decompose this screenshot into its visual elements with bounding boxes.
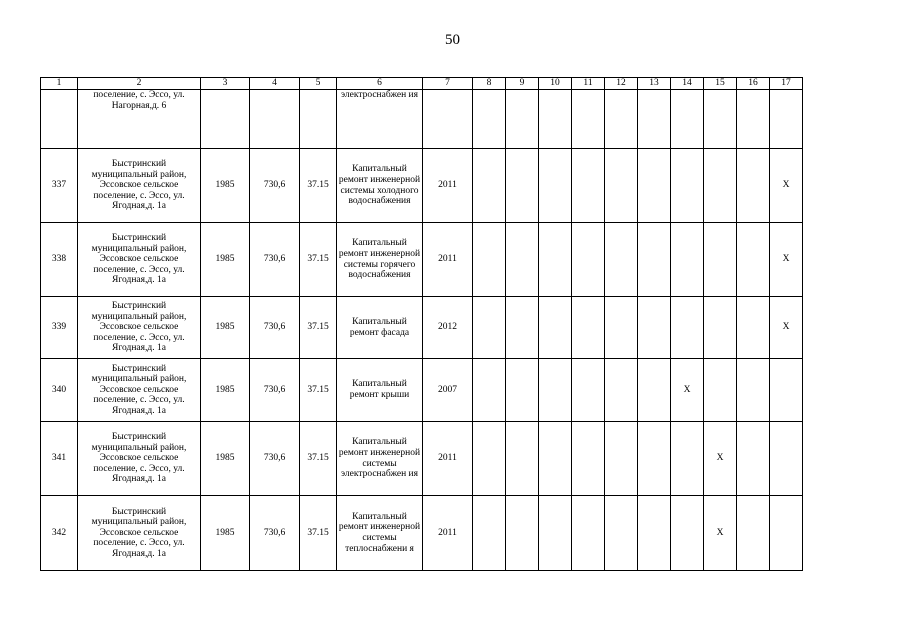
work-type-cell: Капитальный ремонт инженерной системы электроснабжен ия: [337, 422, 423, 496]
work-type-cell: электроснабжен ия: [337, 90, 423, 149]
rate-cell: 37.15: [300, 359, 337, 422]
mark-cell-col-17: [770, 422, 803, 496]
rate-cell: 37.15: [300, 297, 337, 359]
mark-cell-col-10: [539, 496, 572, 571]
mark-cell-col-8: [473, 297, 506, 359]
mark-cell-col-11: [572, 223, 605, 297]
work-type-cell: Капитальный ремонт инженерной системы теплоснабжени я: [337, 496, 423, 571]
cell: [473, 90, 506, 149]
address-cell: Быстринский муниципальный район, Эссовское сельское поселение, с. Эссо, ул. Ягодная,д. 1а: [78, 422, 201, 496]
year-built-cell: 1985: [201, 359, 250, 422]
work-type-cell: Капитальный ремонт крыши: [337, 359, 423, 422]
mark-cell-col-8: [473, 422, 506, 496]
mark-cell-col-9: [506, 297, 539, 359]
header-cell: 2: [78, 78, 201, 90]
year-done-cell: 2007: [423, 359, 473, 422]
header-cell: 9: [506, 78, 539, 90]
row-number-cell: 337: [41, 149, 78, 223]
year-built-cell: 1985: [201, 496, 250, 571]
row-number-cell: 342: [41, 496, 78, 571]
mark-cell-col-14: [671, 496, 704, 571]
mark-cell-col-14: [671, 149, 704, 223]
year-built-cell: 1985: [201, 149, 250, 223]
year-done-cell: 2011: [423, 149, 473, 223]
row-number-cell: [41, 90, 78, 149]
mark-cell-col-12: [605, 149, 638, 223]
header-cell: 4: [250, 78, 300, 90]
mark-cell-col-9: [506, 496, 539, 571]
mark-cell-col-14: [671, 422, 704, 496]
table-row: [41, 297, 803, 359]
mark-cell-col-13: [638, 359, 671, 422]
mark-cell-col-9: [506, 223, 539, 297]
mark-cell-col-11: [572, 496, 605, 571]
cell: [770, 90, 803, 149]
mark-cell-col-12: [605, 297, 638, 359]
mark-cell-col-9: [506, 422, 539, 496]
header-cell: 1: [41, 78, 78, 90]
header-cell: 13: [638, 78, 671, 90]
mark-cell-col-13: [638, 149, 671, 223]
address-cell: Быстринский муниципальный район, Эссовское сельское поселение, с. Эссо, ул. Ягодная,д. 1а: [78, 297, 201, 359]
year-done-cell: 2011: [423, 223, 473, 297]
mark-cell-col-9: [506, 149, 539, 223]
cell: [737, 90, 770, 149]
mark-cell-col-8: [473, 359, 506, 422]
header-cell: 10: [539, 78, 572, 90]
mark-cell-col-15: [704, 297, 737, 359]
mark-cell-col-11: [572, 297, 605, 359]
mark-cell-col-8: [473, 149, 506, 223]
mark-cell-col-12: [605, 496, 638, 571]
header-cell: 17: [770, 78, 803, 90]
rate-cell: 37.15: [300, 496, 337, 571]
header-cell: 16: [737, 78, 770, 90]
header-cell: 14: [671, 78, 704, 90]
work-type-cell: Капитальный ремонт фасада: [337, 297, 423, 359]
page-number: 50: [445, 32, 460, 48]
mark-cell-col-12: [605, 359, 638, 422]
area-cell: 730,6: [250, 422, 300, 496]
area-cell: 730,6: [250, 359, 300, 422]
mark-cell-col-13: [638, 297, 671, 359]
table-row: [41, 422, 803, 496]
row-number-cell: 339: [41, 297, 78, 359]
area-cell: 730,6: [250, 297, 300, 359]
address-cell: Быстринский муниципальный район, Эссовское сельское поселение, с. Эссо, ул. Ягодная,д. 1а: [78, 496, 201, 571]
area-cell: 730,6: [250, 496, 300, 571]
rate-cell: 37.15: [300, 149, 337, 223]
mark-cell-col-15: X: [704, 422, 737, 496]
table-row: [41, 496, 803, 571]
mark-cell-col-17: [770, 496, 803, 571]
cell: [250, 90, 300, 149]
mark-cell-col-14: [671, 223, 704, 297]
address-cell: Быстринский муниципальный район, Эссовское сельское поселение, с. Эссо, ул. Ягодная,д. 1а: [78, 359, 201, 422]
cell: [423, 90, 473, 149]
work-type-cell: Капитальный ремонт инженерной системы холодного водоснабжения: [337, 149, 423, 223]
mark-cell-col-8: [473, 496, 506, 571]
mark-cell-col-16: [737, 496, 770, 571]
cell: [201, 90, 250, 149]
work-type-cell: Капитальный ремонт инженерной системы горячего водоснабжения: [337, 223, 423, 297]
mark-cell-col-15: [704, 149, 737, 223]
year-built-cell: 1985: [201, 422, 250, 496]
cell: [300, 90, 337, 149]
cell: [638, 90, 671, 149]
mark-cell-col-16: [737, 223, 770, 297]
header-cell: 3: [201, 78, 250, 90]
header-cell: 15: [704, 78, 737, 90]
mark-cell-col-17: X: [770, 297, 803, 359]
mark-cell-col-14: [671, 297, 704, 359]
mark-cell-col-11: [572, 359, 605, 422]
cell: [671, 90, 704, 149]
header-cell: 11: [572, 78, 605, 90]
mark-cell-col-10: [539, 297, 572, 359]
mark-cell-col-8: [473, 223, 506, 297]
works-table: [40, 77, 803, 571]
mark-cell-col-14: X: [671, 359, 704, 422]
mark-cell-col-12: [605, 422, 638, 496]
cell: [539, 90, 572, 149]
year-done-cell: 2011: [423, 422, 473, 496]
mark-cell-col-15: [704, 223, 737, 297]
cell: [605, 90, 638, 149]
header-cell: 12: [605, 78, 638, 90]
table-row: [41, 149, 803, 223]
mark-cell-col-10: [539, 422, 572, 496]
rate-cell: 37.15: [300, 223, 337, 297]
year-done-cell: 2011: [423, 496, 473, 571]
mark-cell-col-9: [506, 359, 539, 422]
mark-cell-col-16: [737, 149, 770, 223]
year-done-cell: 2012: [423, 297, 473, 359]
mark-cell-col-10: [539, 359, 572, 422]
area-cell: 730,6: [250, 223, 300, 297]
year-built-cell: 1985: [201, 297, 250, 359]
mark-cell-col-13: [638, 422, 671, 496]
mark-cell-col-17: [770, 359, 803, 422]
row-number-cell: 341: [41, 422, 78, 496]
mark-cell-col-15: [704, 359, 737, 422]
mark-cell-col-17: X: [770, 149, 803, 223]
mark-cell-col-16: [737, 422, 770, 496]
address-cell: Быстринский муниципальный район, Эссовское сельское поселение, с. Эссо, ул. Ягодная,д. 1а: [78, 149, 201, 223]
mark-cell-col-13: [638, 223, 671, 297]
row-number-cell: 338: [41, 223, 78, 297]
header-cell: 7: [423, 78, 473, 90]
header-cell: 6: [337, 78, 423, 90]
area-cell: 730,6: [250, 149, 300, 223]
mark-cell-col-10: [539, 149, 572, 223]
row-number-cell: 340: [41, 359, 78, 422]
table-row: [41, 223, 803, 297]
continuation-row: [41, 90, 803, 149]
address-cell: Быстринский муниципальный район, Эссовское сельское поселение, с. Эссо, ул. Ягодная,д. 1а: [78, 223, 201, 297]
mark-cell-col-11: [572, 422, 605, 496]
header-row: [41, 78, 803, 90]
cell: [506, 90, 539, 149]
header-cell: 5: [300, 78, 337, 90]
cell: [572, 90, 605, 149]
mark-cell-col-12: [605, 223, 638, 297]
mark-cell-col-11: [572, 149, 605, 223]
mark-cell-col-16: [737, 359, 770, 422]
header-cell: 8: [473, 78, 506, 90]
mark-cell-col-10: [539, 223, 572, 297]
table-row: [41, 359, 803, 422]
year-built-cell: 1985: [201, 223, 250, 297]
address-cell: поселение, с. Эссо, ул. Нагорная,д. 6: [78, 90, 201, 149]
mark-cell-col-15: X: [704, 496, 737, 571]
mark-cell-col-17: X: [770, 223, 803, 297]
mark-cell-col-13: [638, 496, 671, 571]
rate-cell: 37.15: [300, 422, 337, 496]
mark-cell-col-16: [737, 297, 770, 359]
cell: [704, 90, 737, 149]
